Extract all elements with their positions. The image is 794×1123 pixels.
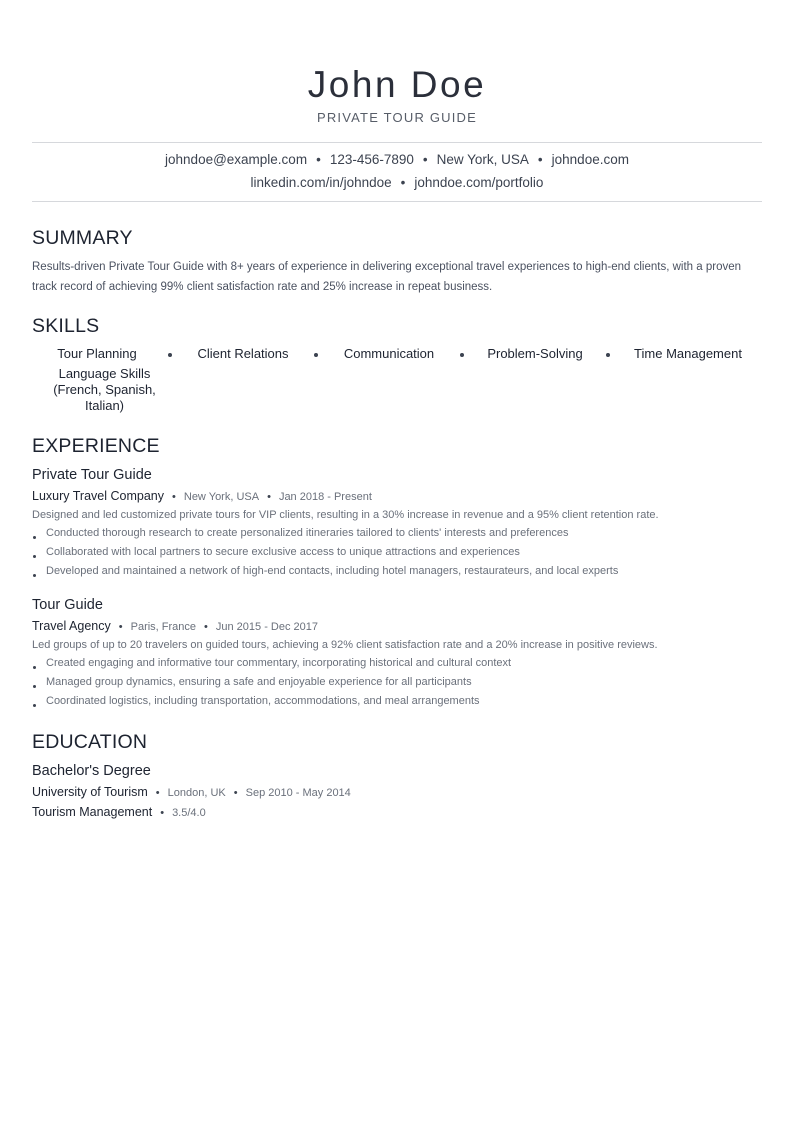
- contact-phone[interactable]: 123-456-7890: [329, 152, 414, 167]
- meta-separator: •: [267, 491, 271, 503]
- job-meta: [32, 619, 318, 633]
- skill-item: Language Skills (French, Spanish, Italian): [53, 366, 156, 413]
- job-meta: [32, 489, 372, 503]
- skills-heading: SKILLS: [32, 315, 100, 337]
- summary-heading: SUMMARY: [32, 227, 133, 249]
- job-bullet: [32, 546, 520, 558]
- job-bullet: [32, 565, 618, 577]
- job-company: Travel Agency: [32, 619, 111, 633]
- contact-website[interactable]: johndoe.com: [551, 152, 629, 167]
- contact-line-1: [32, 152, 762, 167]
- experience-heading: EXPERIENCE: [32, 435, 160, 457]
- skill-item: Time Management: [634, 346, 742, 361]
- job-description: Led groups of up to 20 travelers on guided tours, achieving a 92% client satisfaction rate and a 20% increase in positive reviews.: [32, 639, 658, 651]
- job-bullet: [32, 657, 511, 669]
- job-bullet: [32, 695, 480, 707]
- contact-location: New York, USA: [436, 152, 529, 167]
- skill-separator: [168, 353, 172, 357]
- meta-separator: •: [204, 621, 208, 633]
- gpa-value: 3.5/4.0: [172, 807, 206, 819]
- bullet-dot: [33, 536, 36, 539]
- summary-text: Results-driven Private Tour Guide with 8+ years of experience in delivering exceptional travel experiences to high-end clients, with a proven track record of achieving 99% client satisfaction rate and 25% increase in repeat business.: [32, 261, 742, 293]
- bullet-text: Collaborated with local partners to secure exclusive access to unique attractions and experiences: [46, 546, 520, 558]
- bullet-text: Developed and maintained a network of high-end contacts, including hotel managers, restaurateurs, and local experts: [46, 565, 619, 577]
- job-title: Private Tour Guide: [32, 467, 152, 483]
- job-dates: Jan 2018 - Present: [278, 491, 372, 503]
- bullet-dot: [33, 555, 36, 558]
- contact-separator: •: [422, 152, 428, 167]
- skill-separator: [606, 353, 610, 357]
- candidate-role: PRIVATE TOUR GUIDE: [316, 110, 478, 125]
- skill-item: Problem-Solving: [487, 346, 583, 361]
- contact-email[interactable]: johndoe@example.com: [165, 152, 308, 167]
- school-location: London, UK: [167, 787, 226, 799]
- job-location: Paris, France: [130, 621, 197, 633]
- education-meta: [32, 785, 351, 799]
- bullet-text: Coordinated logistics, including transportation, accommodations, and meal arrangements: [46, 695, 480, 707]
- major-name: Tourism Management: [32, 805, 153, 819]
- job-bullet: [32, 676, 472, 688]
- header-divider-top: [32, 142, 762, 143]
- contact-separator: •: [400, 175, 406, 190]
- contact-linkedin[interactable]: linkedin.com/in/johndoe: [250, 175, 392, 190]
- education-heading: EDUCATION: [32, 731, 148, 753]
- meta-separator: •: [172, 491, 176, 503]
- skill-separator: [460, 353, 464, 357]
- bullet-dot: [33, 666, 36, 669]
- job-company: Luxury Travel Company: [32, 489, 165, 503]
- bullet-text: Managed group dynamics, ensuring a safe and enjoyable experience for all participants: [46, 676, 472, 688]
- job-bullet: [32, 527, 568, 539]
- job-description: Designed and led customized private tours for VIP clients, resulting in a 30% increase in revenue and a 95% client retention rate.: [32, 509, 659, 521]
- meta-separator: •: [118, 621, 123, 633]
- job-location: New York, USA: [183, 491, 260, 503]
- degree-title: Bachelor's Degree: [32, 763, 151, 779]
- header-divider-bottom: [32, 201, 762, 202]
- meta-separator: •: [155, 787, 160, 799]
- meta-separator: •: [160, 807, 165, 819]
- job-dates: Jun 2015 - Dec 2017: [215, 621, 319, 633]
- skill-separator: [314, 353, 318, 357]
- education-major-row: [32, 805, 206, 819]
- education-dates: Sep 2010 - May 2014: [245, 787, 351, 799]
- contact-portfolio[interactable]: johndoe.com/portfolio: [414, 175, 544, 190]
- job-title: Tour Guide: [32, 597, 103, 613]
- contact-line-2: [32, 175, 762, 190]
- contact-separator: •: [537, 152, 543, 167]
- candidate-name: John Doe: [307, 64, 487, 105]
- meta-separator: •: [233, 787, 238, 799]
- skill-item: Communication: [343, 346, 435, 361]
- school-name: University of Tourism: [32, 785, 148, 799]
- bullet-text: Conducted thorough research to create personalized itineraries tailored to clients' interests and preferences: [46, 527, 569, 539]
- skill-item: Tour Planning: [57, 346, 137, 361]
- bullet-dot: [33, 574, 36, 577]
- bullet-dot: [33, 704, 36, 707]
- contact-separator: •: [316, 152, 321, 167]
- bullet-dot: [33, 685, 36, 688]
- bullet-text: Created engaging and informative tour commentary, incorporating historical and cultural context: [46, 657, 512, 669]
- skill-item: Client Relations: [197, 346, 289, 361]
